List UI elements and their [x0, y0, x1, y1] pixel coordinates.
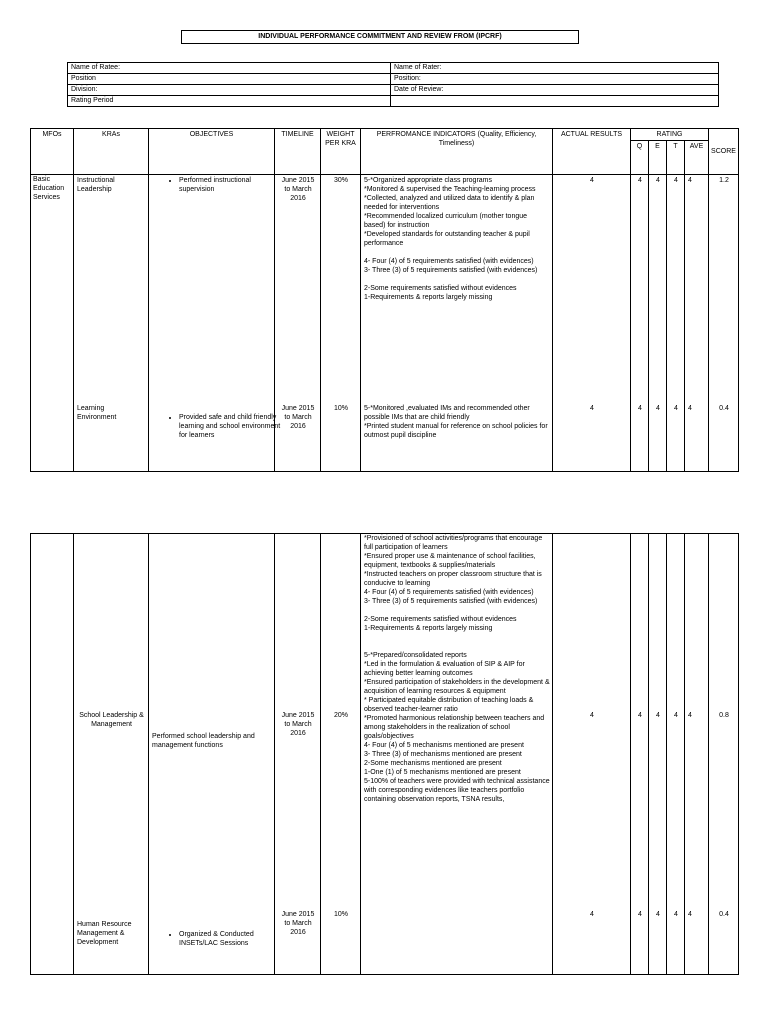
- rater-position-label: Position:: [391, 74, 719, 85]
- q-row4: 4: [638, 911, 642, 918]
- actual-row4: 4: [590, 911, 594, 918]
- header-timeline: TIMELINE: [275, 129, 321, 175]
- ratee-info-table: [67, 62, 719, 107]
- indicator-line: 3- Three (3) of 5 requirements satisfied (with evidences): [364, 267, 538, 274]
- e-row1: 4: [656, 177, 660, 184]
- indicator-line: *Ensured proper use & maintenance of school facilities, equipment, textbooks & supplies/materials: [364, 553, 536, 569]
- indicator-line: 4- Four (4) of 5 mechanisms mentioned are present: [364, 742, 524, 749]
- score-row3: 0.8: [719, 712, 729, 719]
- performance-table-page1: [30, 128, 739, 472]
- header-score: SCORE: [709, 129, 739, 175]
- form-title: INDIVIDUAL PERFORMANCE COMMITMENT AND REVIEW FROM (IPCRF): [181, 30, 579, 44]
- q-row3: 4: [638, 712, 642, 719]
- date-of-review-label: Date of Review:: [391, 85, 719, 96]
- ratee-name-label: Name of Ratee:: [68, 63, 391, 74]
- objectives-cell-page1: [149, 175, 281, 472]
- indicator-line: *Printed student manual for reference on school policies for outmost pupil discipline: [364, 423, 548, 439]
- score-cell-page2: [709, 534, 739, 975]
- t-row2: 4: [674, 405, 678, 412]
- indicators-page2: [364, 534, 550, 804]
- actual-cell-page2: [553, 534, 631, 975]
- weight-row1: 30%: [333, 177, 348, 184]
- weight-cell-page1: [321, 175, 361, 472]
- q-row1: 4: [638, 177, 642, 184]
- actual-row1: 4: [590, 177, 594, 184]
- ave-row4: 4: [688, 911, 692, 918]
- kra-learning-environment: Learning Environment: [77, 405, 117, 421]
- indicator-line: *Ensured participation of stakeholders in the development & acquisition of learning resources & equipment: [364, 679, 550, 695]
- score-cell-page1: [709, 175, 739, 472]
- rating-period-value: [391, 96, 719, 107]
- indicator-line: 1-One (1) of 5 mechanisms mentioned are present: [364, 769, 521, 776]
- t-cell-page2: [667, 534, 685, 975]
- weight-cell-page2: [321, 534, 361, 975]
- indicator-line: 3- Three (3) of 5 requirements satisfied (with evidences): [364, 598, 538, 605]
- header-objectives: OBJECTIVES: [149, 129, 275, 175]
- t-row3: 4: [674, 712, 678, 719]
- indicator-line: *Developed standards for outstanding teacher & pupil performance: [364, 231, 530, 247]
- indicator-line: 5-*Prepared/consolidated reports: [364, 652, 467, 659]
- indicator-line: 1-Requirements & reports largely missing: [364, 625, 493, 632]
- rating-period-label: Rating Period: [68, 96, 391, 107]
- actual-row2: 4: [590, 405, 594, 412]
- score-row4: 0.4: [719, 911, 729, 918]
- indicators-cell-page2: [361, 534, 553, 975]
- indicator-line: *Instructed teachers on proper classroom structure that is conducive to learning: [364, 571, 542, 587]
- header-e: E: [649, 141, 667, 175]
- objective-safe-environment: • Provided safe and child friendly learning and school environment for learners: [179, 413, 283, 440]
- header-t: T: [667, 141, 685, 175]
- q-cell-page1: [631, 175, 649, 472]
- indicator-spacer: [364, 275, 550, 284]
- ave-row1: 4: [688, 177, 692, 184]
- weight-row4: 10%: [333, 911, 348, 918]
- indicator-line: 4- Four (4) of 5 requirements satisfied (with evidences): [364, 258, 534, 265]
- kra-human-resource: Human Resource Management & Development: [77, 921, 132, 946]
- timeline-row2: June 2015 to March 2016: [281, 405, 315, 430]
- header-q: Q: [631, 141, 649, 175]
- kra-cell-page1: [74, 175, 149, 472]
- indicator-line: *Recommended localized curriculum (mother tongue based) for instruction: [364, 213, 528, 229]
- e-cell-page2: [649, 534, 667, 975]
- header-performance-indicators: PERFROMANCE INDICATORS (Quality, Efficiency, Timeliness): [361, 129, 553, 175]
- indicators-row2: [364, 404, 550, 440]
- ave-row2: 4: [688, 405, 692, 412]
- indicator-line: *Provisioned of school activities/programs that encourage full participation of learners: [364, 535, 543, 551]
- timeline-cell-page1: [275, 175, 321, 472]
- objectives-cell-page2: [149, 534, 275, 975]
- mfo-cell-page2: [31, 534, 74, 975]
- timeline-cell-page2: [275, 534, 321, 975]
- timeline-row1: June 2015 to March 2016: [281, 177, 315, 202]
- objective-instructional-supervision: • Performed instructional supervision: [179, 176, 267, 194]
- indicator-line: 4- Four (4) of 5 requirements satisfied (with evidences): [364, 589, 534, 596]
- kra-cell-page2: [74, 534, 149, 975]
- e-row3: 4: [656, 712, 660, 719]
- indicator-line: 2-Some requirements satisfied without evidences: [364, 285, 517, 292]
- indicator-line: * Participated equitable distribution of teaching loads & observed teacher-learner ratio: [364, 697, 534, 713]
- header-kras: KRAs: [74, 129, 149, 175]
- indicator-spacer: [364, 248, 550, 257]
- t-cell-page1: [667, 175, 685, 472]
- performance-table-page2: [30, 533, 739, 975]
- division-label: Division:: [68, 85, 391, 96]
- indicator-line: *Collected, analyzed and utilized data to identify & plan needed for interventions: [364, 195, 535, 211]
- indicator-line: 1-Requirements & reports largely missing: [364, 294, 493, 301]
- timeline-row4: June 2015 to March 2016: [281, 911, 315, 936]
- actual-row3: 4: [590, 712, 594, 719]
- indicators-row1: [364, 176, 550, 302]
- indicator-spacer: [364, 633, 550, 651]
- kra-instructional-leadership: Instructional Leadership: [77, 177, 115, 193]
- score-row2: 0.4: [719, 405, 729, 412]
- header-actual-results: ACTUAL RESULTS: [553, 129, 631, 175]
- timeline-row3: June 2015 to March 2016: [281, 712, 315, 737]
- objective-school-leadership: Performed school leadership and management functions: [152, 733, 255, 749]
- indicator-line: 2-Some requirements satisfied without evidences: [364, 616, 517, 623]
- e-row4: 4: [656, 911, 660, 918]
- actual-cell-page1: [553, 175, 631, 472]
- indicator-line: *Led in the formulation & evaluation of SIP & AIP for achieving better learning outcomes: [364, 661, 525, 677]
- indicator-line: 5-*Monitored ,evaluated IMs and recommended other possible IMs that are child friendly: [364, 405, 530, 421]
- objective-insets-lac: • Organized & Conducted INSETs/LAC Sessions: [179, 930, 279, 948]
- indicators-cell-page1: [361, 175, 553, 472]
- q-cell-page2: [631, 534, 649, 975]
- indicator-line: *Monitored & supervised the Teaching-learning process: [364, 186, 536, 193]
- indicator-line: *Promoted harmonious relationship between teachers and among stakeholders in the realization of school goals/objectives: [364, 715, 545, 740]
- e-row2: 4: [656, 405, 660, 412]
- indicator-line: 5-*Organized appropriate class programs: [364, 177, 493, 184]
- weight-row2: 10%: [333, 405, 348, 412]
- indicator-line: 2-Some mechanisms mentioned are present: [364, 760, 502, 767]
- t-row4: 4: [674, 911, 678, 918]
- ratee-position-label: Position: [68, 74, 391, 85]
- ave-cell-page2: [685, 534, 709, 975]
- header-rating: RATING: [631, 129, 709, 141]
- header-weight: WEIGHT PER KRA: [321, 129, 361, 175]
- header-ave: AVE: [685, 141, 709, 175]
- rater-name-label: Name of Rater:: [391, 63, 719, 74]
- indicator-spacer: [364, 606, 550, 615]
- indicator-line: 3- Three (3) of mechanisms mentioned are present: [364, 751, 522, 758]
- ave-cell-page1: [685, 175, 709, 472]
- score-row1: 1.2: [719, 177, 729, 184]
- t-row1: 4: [674, 177, 678, 184]
- e-cell-page1: [649, 175, 667, 472]
- ave-row3: 4: [688, 712, 692, 719]
- header-mfos: MFOs: [31, 129, 74, 175]
- q-row2: 4: [638, 405, 642, 412]
- indicator-line: 5-100% of teachers were provided with technical assistance with corresponding evidences like teachers portfolio containing observation reports, TSNA results,: [364, 778, 550, 803]
- weight-row3: 20%: [333, 712, 348, 719]
- mfo-cell: [31, 175, 74, 472]
- mfo-label: Basic Education Services: [33, 176, 65, 201]
- kra-school-leadership: School Leadership & Management: [79, 712, 144, 728]
